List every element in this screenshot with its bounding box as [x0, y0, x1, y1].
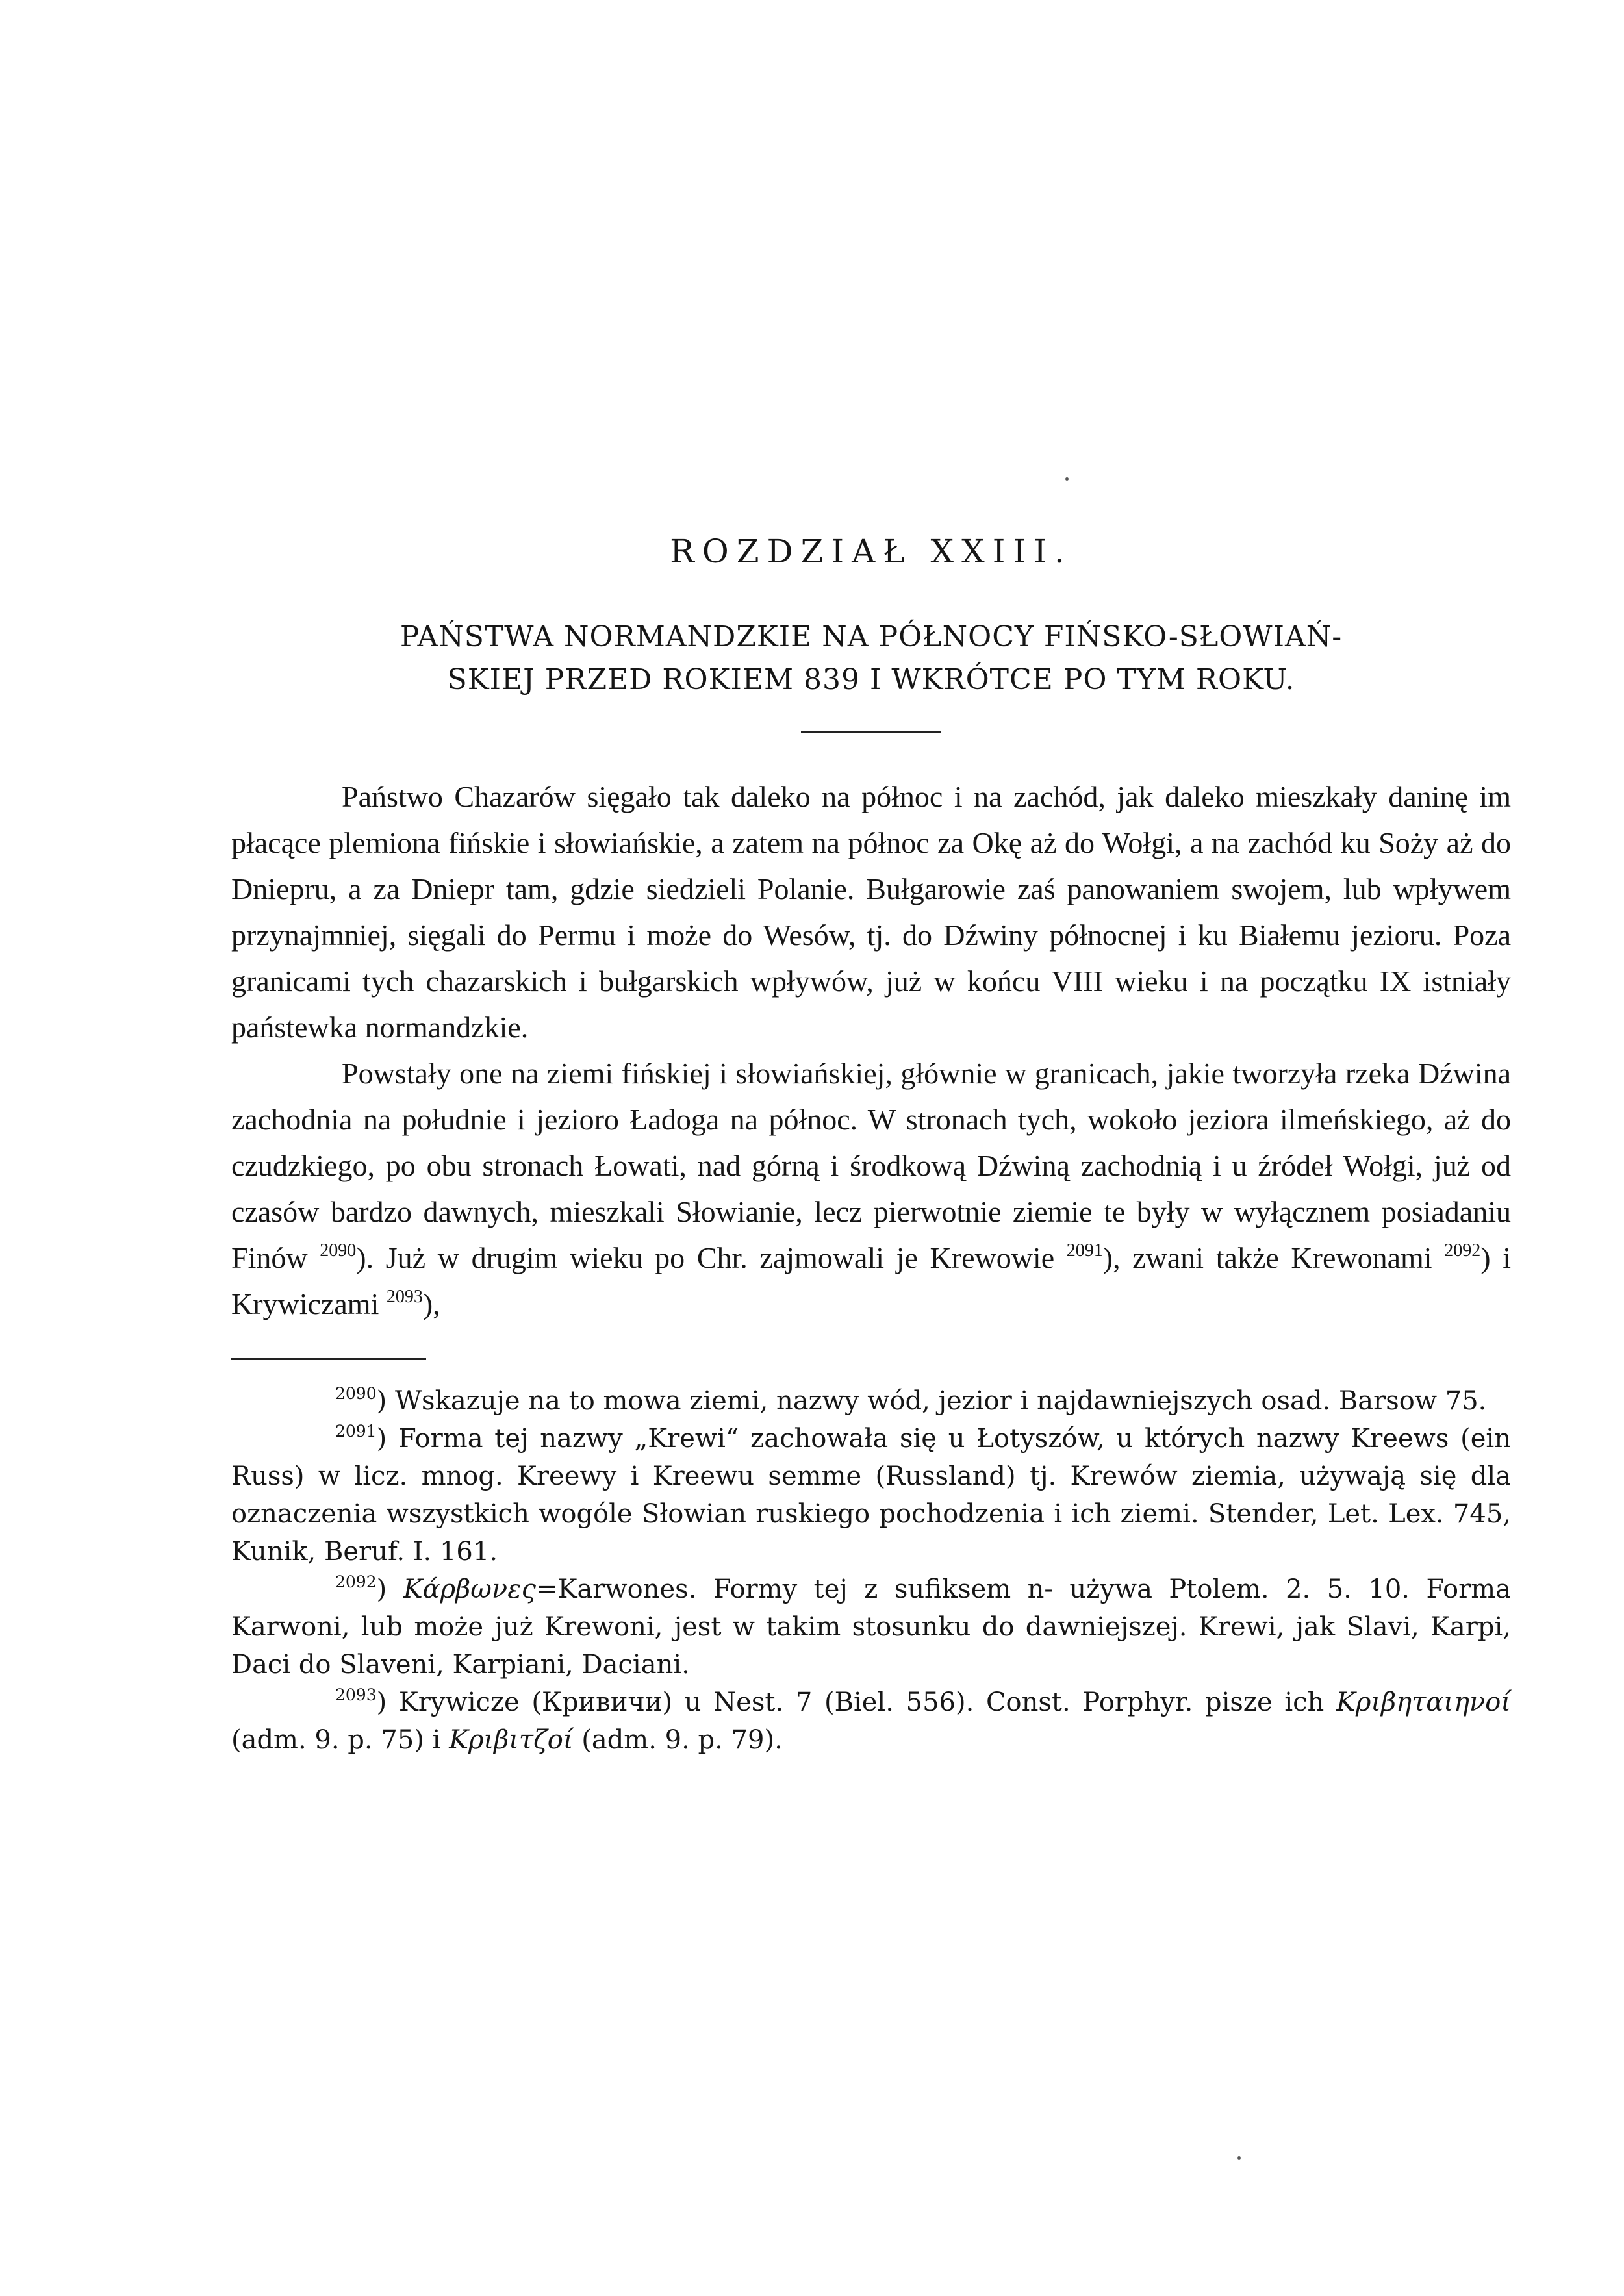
- chapter-title-line-2: SKIEJ PRZED ROKIEM 839 I WKRÓTCE PO TYM ROKU.: [447, 663, 1295, 696]
- footnote-2093: [231, 1684, 1511, 1759]
- scan-speck: [1237, 2156, 1241, 2160]
- footnote-2090: [231, 1382, 1511, 1420]
- paragraph-2-text-3: ), zwani także Krewonami: [1102, 1241, 1432, 1274]
- footnote-text: ) Wskazuje na to mowa ziemi, nazwy wód, jezior i najdawniejszych osad. Barsow 75.: [376, 1386, 1487, 1416]
- footnote-divider: [231, 1358, 426, 1360]
- title-divider: [801, 731, 941, 733]
- scan-speck: [1065, 477, 1069, 481]
- footnote-text: ) Krywicze (Кривичи) u Nest. 7 (Biel. 556). Const. Porphyr. pisze ich: [376, 1687, 1325, 1717]
- footnote-number: 2093: [335, 1685, 377, 1704]
- document-page: [231, 533, 1511, 1759]
- footnote-number: 2092: [335, 1572, 377, 1591]
- footnote-text: (adm. 9. p. 75) i: [231, 1725, 441, 1755]
- footnote-text: =Karwones. Formy tej z sufiksem n- używa Ptolem. 2. 5. 10. Forma Karwoni, lub może już Krewoni, jest w takim stosunku do dawniejszej. Krewi, jak Slavi, Karpi, Daci do Slaveni, Karpiani, Daciani.: [231, 1574, 1512, 1680]
- footnote-ref-2093: 2093: [386, 1287, 423, 1307]
- paragraph-2-text-4: ) i Krywiczami: [231, 1241, 1511, 1320]
- footnote-ref-2090: 2090: [320, 1241, 357, 1261]
- footnote-text: (adm. 9. p. 79).: [581, 1725, 783, 1755]
- paragraph-2-text-1: Powstały one na ziemi fińskiej i słowiańskiej, głównie w granicach, jakie tworzyła rzeka Dźwina zachodnia na południe i jezioro Ładoga na północ. W stronach tych, wokoło jeziora ilmeńskiego, aż do czudzkiego, po obu stronach Łowati, nad górną i środkową Dźwiną zachodnią i u źródeł Wołgi, już od czasów bardzo dawnych, mieszkali Słowianie, lecz pierwotnie ziemie te były w wyłącznem posiadaniu Finów: [231, 1057, 1511, 1274]
- footnote-number: 2091: [335, 1422, 377, 1441]
- body-paragraph-2: [231, 1050, 1511, 1327]
- chapter-title: [231, 616, 1511, 701]
- footnote-number: 2090: [335, 1384, 377, 1403]
- footnote-text: ) Forma tej nazwy „Krewi“ zachowała się u Łotyszów, u których nazwy Kreews (ein Russ) w licz. mnog. Kreewy i Kreewu semme (Russland) tj. Krewów ziemia, używają się dla oznaczenia wszystkich wogóle Słowian ruskiego pochodzenia i ich ziemi. Stender, Let. Lex. 745, Kunik, Beruf. I. 161.: [231, 1424, 1511, 1567]
- chapter-title-line-1: PAŃSTWA NORMANDZKIE NA PÓŁNOCY FIŃSKO-SŁOWIAŃ-: [400, 620, 1343, 653]
- footnote-ref-2091: 2091: [1066, 1241, 1103, 1261]
- footnote-2091: [231, 1420, 1511, 1571]
- paragraph-2-text-2: ). Już w drugim wieku po Chr. zajmowali je Krewowie: [356, 1241, 1055, 1274]
- greek-term: Κριβιτζοί: [449, 1725, 574, 1755]
- body-paragraph-1: Państwo Chazarów sięgało tak daleko na północ i na zachód, jak daleko mieszkały daninę im płacące plemiona fińskie i słowiańskie, a zatem na północ za Okę aż do Wołgi, a na zachód ku Soży aż do Dniepru, a za Dniepr tam, gdzie siedzieli Polanie. Bułgarowie zaś panowaniem swojem, lub wpływem przynajmniej, sięgali do Permu i może do Wesów, tj. do Dźwiny północnej i ku Białemu jezioru. Poza granicami tych chazarskich i bułgarskich wpływów, już w końcu VIII wieku i na początku IX istniały państewka normandzkie.: [231, 780, 1511, 1044]
- greek-term: Κριβηταιηνοί: [1336, 1687, 1512, 1717]
- greek-term: Κάρβωνες: [403, 1574, 537, 1604]
- chapter-heading: ROZDZIAŁ XXIII.: [670, 533, 1072, 570]
- footnote-2092: $^{2092}$) Κάρβωνες=Karwones. Formy tej z sufiksem n- używa Ptolem. 2. 5. 10. Forma Karwoni, lub może już Krewoni, jest w takim stosunku do dawniejszej. Krewi, jak Slavi, Karpi, Daci do Slaveni, Karpiani, Daciani.: [231, 1572, 1512, 1680]
- footnote-ref-2092: 2092: [1444, 1241, 1481, 1261]
- paragraph-2-text-5: ),: [422, 1287, 440, 1320]
